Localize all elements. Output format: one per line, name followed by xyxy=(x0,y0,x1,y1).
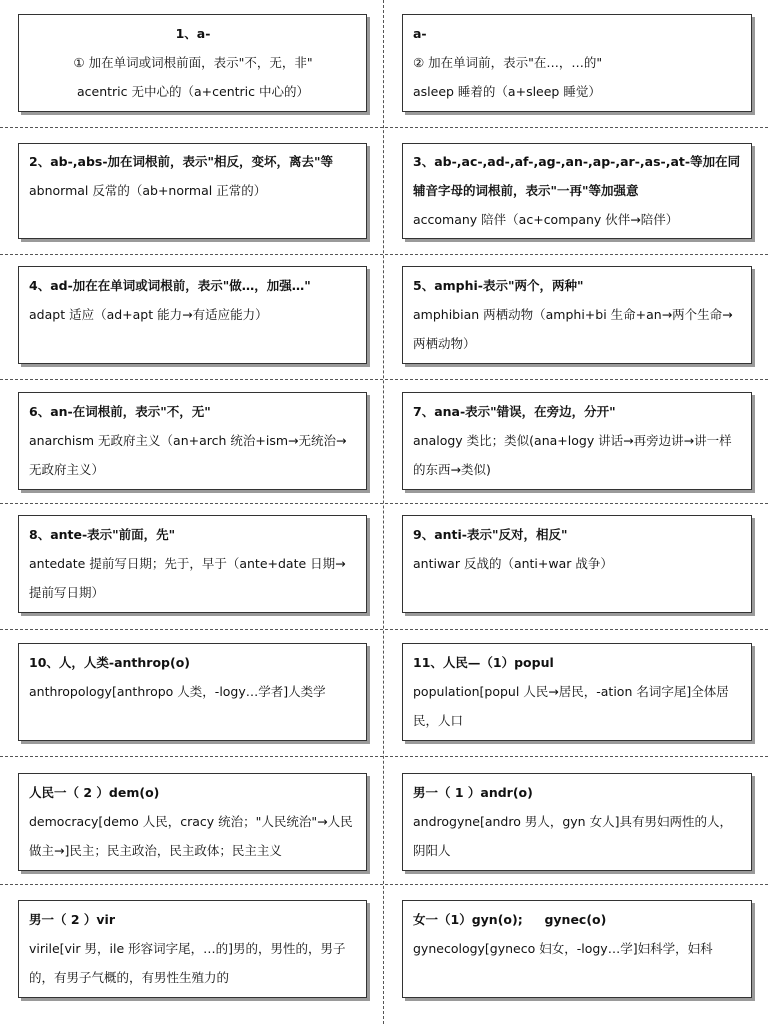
vertical-cut-line xyxy=(383,0,384,1024)
card-line: ② 加在单词前，表示"在…，…的" xyxy=(413,55,603,70)
card-line: democracy[demo 人民，cracy 统治；"人民统治"→人民做主→]民主；民主政治，民主政体；民主主义 xyxy=(29,814,353,858)
card-line: anarchism 无政府主义（an+arch 统治+ism→无统治→无政府主义） xyxy=(29,433,347,477)
flashcard-14 xyxy=(402,773,752,871)
card-title: 7、ana-表示"错误，在旁边，分开" xyxy=(413,404,616,419)
flashcard-6 xyxy=(402,266,752,364)
horizontal-cut-line xyxy=(0,379,768,380)
horizontal-cut-line xyxy=(0,127,768,128)
flashcard-11 xyxy=(18,643,367,741)
card-title: a- xyxy=(413,26,427,41)
card-title: 10、人，人类-anthrop(o) xyxy=(29,655,191,670)
horizontal-cut-line xyxy=(0,884,768,885)
flashcard-15 xyxy=(18,900,367,998)
flashcard-9 xyxy=(18,515,367,613)
flashcard-8 xyxy=(402,392,752,490)
card-title: 男一（ 2 ）vir xyxy=(29,912,115,927)
flashcard-5 xyxy=(18,266,367,364)
card-title: 男一（ 1 ）andr(o) xyxy=(413,785,533,800)
card-title: 3、ab-,ac-,ad-,af-,ag-,an-,ap-,ar-,as-,at-等加在同辅音字母的词根前，表示"一再"等加强意 xyxy=(413,154,741,198)
card-title: 女一（1）gyn(o); gynec(o) xyxy=(413,912,607,927)
flashcard-3 xyxy=(18,143,367,239)
card-title: 5、amphi-表示"两个，两种" xyxy=(413,278,584,293)
flashcard-10 xyxy=(402,515,752,613)
flashcard-1 xyxy=(18,14,367,112)
card-line: acentric 无中心的（a+centric 中心的） xyxy=(77,84,309,99)
card-line: adapt 适应（ad+apt 能力→有适应能力） xyxy=(29,307,268,322)
flashcard-4 xyxy=(402,143,752,239)
flashcard-2 xyxy=(402,14,752,112)
card-line: asleep 睡着的（a+sleep 睡觉） xyxy=(413,84,601,99)
card-title: 人民一（ 2 ）dem(o) xyxy=(29,785,160,800)
card-line: amphibian 两栖动物（amphi+bi 生命+an→两个生命→两栖动物） xyxy=(413,307,733,351)
card-title: 2、ab-,abs-加在词根前，表示"相反，变坏，离去"等 xyxy=(29,154,334,169)
card-title: 1、a- xyxy=(175,26,211,41)
card-line: abnormal 反常的（ab+normal 正常的） xyxy=(29,183,267,198)
card-title: 11、人民—（1）popul xyxy=(413,655,554,670)
flashcard-7 xyxy=(18,392,367,490)
card-title: 4、ad-加在在单词或词根前，表示"做…，加强…" xyxy=(29,278,311,293)
card-line: analogy 类比；类似(ana+logy 讲话→再旁边讲→讲一样的东西→类似) xyxy=(413,433,732,477)
flashcard-13 xyxy=(18,773,367,871)
card-line: androgyne[andro 男人，gyn 女人]具有男妇两性的人，阴阳人 xyxy=(413,814,732,858)
card-line: antiwar 反战的（anti+war 战争） xyxy=(413,556,613,571)
card-title: 9、anti-表示"反对，相反" xyxy=(413,527,568,542)
card-line: antedate 提前写日期；先于，早于（ante+date 日期→提前写日期） xyxy=(29,556,346,600)
card-line: population[popul 人民→居民，-ation 名词字尾]全体居民，人口 xyxy=(413,684,729,728)
horizontal-cut-line xyxy=(0,503,768,504)
horizontal-cut-line xyxy=(0,629,768,630)
card-title: 8、ante-表示"前面，先" xyxy=(29,527,176,542)
card-line: ① 加在单词或词根前面，表示"不，无，非" xyxy=(73,55,313,70)
card-line: anthropology[anthropo 人类，-logy…学者]人类学 xyxy=(29,684,326,699)
card-line: virile[vir 男，ile 形容词字尾，…的]男的，男性的，男子的，有男子气概的，有男性生殖力的 xyxy=(29,941,346,985)
flashcard-16 xyxy=(402,900,752,998)
card-line: gynecology[gyneco 妇女，-logy…学]妇科学，妇科 xyxy=(413,941,713,956)
horizontal-cut-line xyxy=(0,756,768,757)
flashcard-12 xyxy=(402,643,752,741)
horizontal-cut-line xyxy=(0,254,768,255)
card-line: accomany 陪伴（ac+company 伙伴→陪伴） xyxy=(413,212,679,227)
card-title: 6、an-在词根前，表示"不，无" xyxy=(29,404,211,419)
